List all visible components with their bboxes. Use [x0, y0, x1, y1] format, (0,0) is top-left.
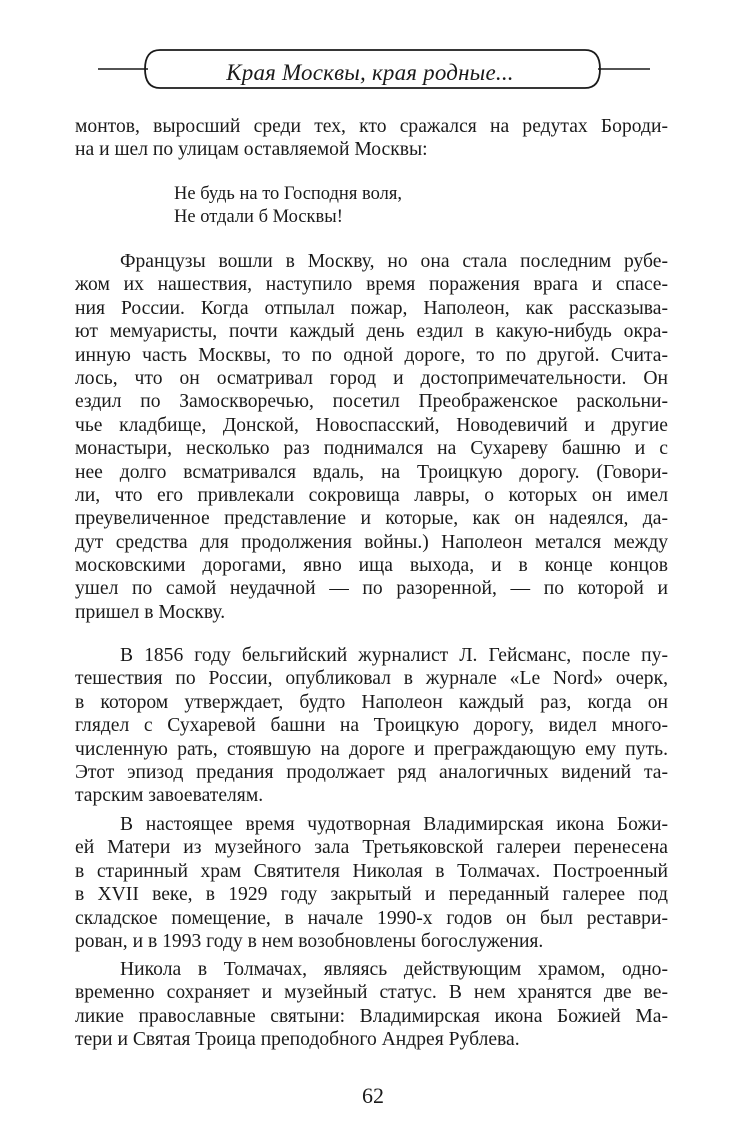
- text-line: Никола в Толмачах, являясь действующим храмом, одно-: [120, 959, 668, 980]
- intro-text: [75, 115, 668, 162]
- text-line: в старинный храм Святителя Николая в Толмачах. Построенный: [75, 860, 668, 882]
- header-title: Края Москвы, края родные...: [226, 60, 514, 85]
- text-line: ездил по Замоскворечью, посетил Преображенское раскольни-: [75, 391, 668, 413]
- text-line: Этот эпизод предания продолжает ряд аналогичных видений та-: [75, 761, 668, 783]
- text-line: тери и Святая Троица преподобного Андрея Рублева.: [75, 1029, 520, 1051]
- text-line: численную рать, стоявшую на дороге и преграждающую ему путь.: [75, 738, 668, 760]
- text-line: Французы вошли в Москву, но она стала последним рубе-: [120, 251, 668, 272]
- verse-line: Не отдали б Москвы!: [174, 207, 343, 227]
- text-line: ют мемуаристы, почти каждый день ездил в какую-нибудь окра-: [75, 321, 668, 343]
- page-number: 62: [362, 1083, 384, 1108]
- text-line: тарским завоевателям.: [75, 785, 264, 807]
- text-line: дут средства для продолжения войны.) Наполеон метался между: [75, 531, 668, 553]
- verse-quote: [174, 183, 402, 229]
- text-line: преувеличенное представление и которые, как он надеялся, да-: [75, 508, 668, 530]
- text-line: на и шел по улицам оставляемой Москвы:: [75, 139, 428, 161]
- paragraph: [75, 644, 668, 808]
- text-line: пришел в Москву.: [75, 601, 226, 623]
- text-line: складское помещение, в начале 1990-х годов он был реставри-: [75, 907, 668, 929]
- text-line: глядел с Сухаревой башни на Троицкую дорогу, видел много-: [75, 715, 668, 737]
- text-line: чье кладбище, Донской, Новоспасский, Новодевичий и другие: [75, 414, 668, 436]
- text-line: ей Матери из музейного зала Третьяковской галереи перенесена: [75, 837, 668, 859]
- text-line: монастыри, несколько раз поднимался на Сухареву башню и с: [75, 438, 668, 460]
- text-line: в XVII веке, в 1929 году закрытый и переданный галерее под: [75, 884, 668, 906]
- text-line: ушел по самой неудачной — по разоренной, — по которой и: [75, 578, 668, 600]
- verse-line: Не будь на то Господня воля,: [174, 184, 402, 204]
- text-line: жом их нашествия, наступило время поражения врага и спасе-: [75, 274, 668, 296]
- text-line: ния России. Когда отпылал пожар, Наполеон, как рассказыва-: [75, 297, 668, 319]
- text-line: ли, что его привлекали сокровища лавры, о которых он имел: [75, 484, 668, 506]
- text-line: ликие православные святыни: Владимирская икона Божией Ма-: [75, 1005, 668, 1027]
- text-line: нее долго всматривался вдаль, на Троицкую дорогу. (Говори-: [75, 461, 668, 483]
- paragraph: [75, 958, 668, 1052]
- text-line: рован, и в 1993 году в нем возобновлены богослужения.: [75, 930, 544, 952]
- text-line: в котором утверждает, будто Наполеон каждый раз, когда он: [75, 691, 668, 713]
- text-line: В настоящее время чудотворная Владимирская икона Божи-: [120, 814, 668, 835]
- text-line: лось, что он осматривал город и достопримечательности. Он: [75, 367, 668, 389]
- text-line: монтов, выросший среди тех, кто сражался на редутах Бороди-: [75, 116, 668, 137]
- text-line: В 1856 году бельгийский журналист Л. Гейсманс, после пу-: [120, 645, 668, 666]
- text-line: московскими дорогами, явно ища выхода, и в конце концов: [75, 555, 668, 577]
- text-line: тешествия по России, опубликовал в журнале «Le Nord» очерк,: [75, 668, 668, 690]
- paragraph: [75, 813, 668, 953]
- running-header: [0, 46, 746, 98]
- text-line: инную часть Москвы, то по одной дороге, то по другой. Счита-: [75, 344, 668, 366]
- paragraph: [75, 250, 668, 624]
- text-line: временно сохраняет и музейный статус. В нем хранятся две ве-: [75, 982, 668, 1004]
